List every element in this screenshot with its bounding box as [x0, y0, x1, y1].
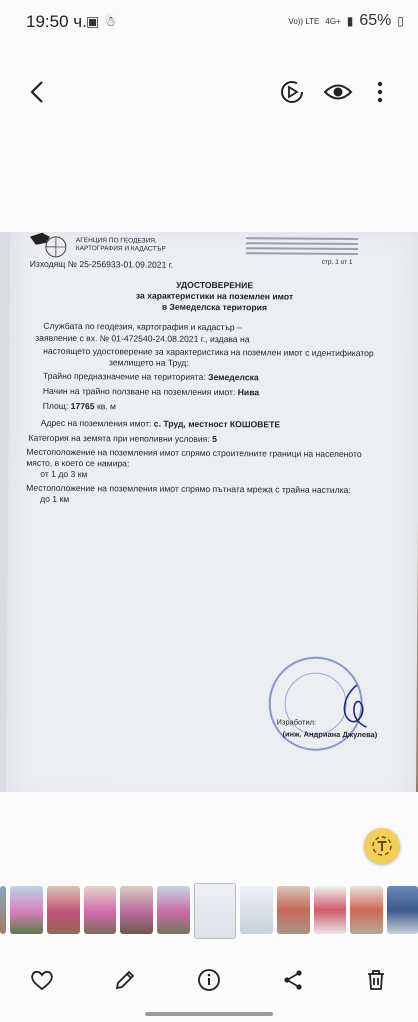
delete-button[interactable]: [358, 962, 394, 998]
use-label: Начин на трайно ползване на поземления имот:: [42, 385, 236, 398]
status-bar: [0, 0, 418, 44]
signal-label: 4G+: [325, 16, 341, 26]
address-label: Адрес на поземления имот:: [40, 417, 152, 429]
category-row: [29, 433, 217, 445]
location-1-value: от 1 до 3 км: [40, 468, 88, 480]
document-title: УДОСТОВЕРЕНИЕ: [176, 279, 254, 291]
use-row: [43, 386, 259, 399]
area-row: [43, 401, 116, 413]
extract-text-button[interactable]: [364, 828, 400, 864]
body-line-4: землището на Труд:: [109, 357, 189, 368]
battery-percent: 65%: [359, 12, 392, 29]
more-vertical-icon: [377, 81, 383, 103]
play-clip-button[interactable]: [274, 74, 310, 110]
gesture-navigation-bar[interactable]: [145, 1012, 273, 1016]
thumbnail[interactable]: [120, 886, 153, 934]
thumbnail[interactable]: [240, 886, 273, 934]
play-clip-icon: [278, 78, 306, 106]
thumbnail-strip[interactable]: [0, 886, 418, 938]
gallery-notification-icon: ▣: [86, 13, 100, 29]
engineer-name: (инж. Андриана Джулева): [282, 729, 378, 740]
chevron-left-icon: [28, 80, 48, 104]
share-button[interactable]: [275, 962, 311, 998]
pencil-icon: [114, 969, 136, 991]
info-icon: [197, 968, 221, 992]
trash-icon: [366, 969, 386, 991]
thumbnail[interactable]: [10, 886, 43, 934]
purpose-row: [43, 371, 259, 384]
thumbnail[interactable]: [387, 886, 418, 934]
area-unit: кв. м: [96, 401, 117, 412]
more-options-button[interactable]: [362, 74, 398, 110]
body-line-2: заявление с вх. № 01-472540-24.08.2021 г., издава на: [35, 332, 250, 345]
eye-icon: [323, 81, 353, 103]
details-button[interactable]: [191, 962, 227, 998]
category-label: Категория на земята при неполивни условия:: [28, 432, 210, 444]
location-1-line-b: място, в което се намира:: [26, 457, 130, 469]
address-value: с. Труд, местност КОШОВЕТЕ: [153, 418, 281, 430]
area-value: 17765: [70, 401, 95, 412]
agency-contacts: [246, 234, 358, 259]
thumbnail[interactable]: [0, 886, 6, 934]
network-label: Vo)) LTE: [288, 16, 320, 26]
thumbnail[interactable]: [47, 886, 80, 934]
location-2-value: до 1 км: [40, 493, 70, 504]
view-button[interactable]: [320, 74, 356, 110]
outgoing-number: Изходящ № 25-256933-01.09.2021 г.: [29, 258, 174, 270]
thumbnail[interactable]: [84, 886, 117, 934]
thumbnail-selected[interactable]: [194, 883, 236, 939]
favorite-button[interactable]: [24, 962, 60, 998]
signal-bars-icon: ▮: [346, 14, 354, 28]
agency-name: АГЕНЦИЯ ПО ГЕОДЕЗИЯ, КАРТОГРАФИЯ И КАДАСТЪР: [75, 237, 166, 253]
system-icons: [288, 12, 404, 30]
thumbnail[interactable]: [314, 886, 347, 934]
location-1-line-a: Местоположение на поземления имот спрямо строителните граници на населеното: [26, 446, 362, 460]
share-icon: [282, 969, 304, 991]
document-photo[interactable]: [0, 232, 418, 792]
agency-emblem-icon: [26, 232, 70, 261]
heart-icon: [30, 969, 54, 991]
purpose-label: Трайно предназначение на територията:: [42, 370, 206, 382]
battery-icon: ▯: [397, 14, 404, 28]
purpose-value: Земеделска: [208, 371, 259, 383]
drive-notification-icon: ☃: [104, 13, 117, 29]
use-value: Нива: [237, 387, 260, 398]
body-line-1: Службата по геодезия, картография и кадастър –: [43, 320, 242, 333]
text-recognition-icon: [371, 835, 393, 857]
thumbnail[interactable]: [157, 886, 190, 934]
clock: 19:50 ч.: [26, 12, 87, 31]
address-row: [41, 418, 281, 431]
category-value: 5: [212, 433, 217, 445]
prepared-by-label: Изработил:: [276, 717, 317, 727]
location-2-line-a: Местоположение на поземления имот спрямо пътната мрежа с трайна настилка:: [26, 482, 351, 495]
page-number: стр. 1 от 1: [321, 258, 353, 266]
edit-button[interactable]: [107, 962, 143, 998]
bottom-action-bar: [0, 956, 418, 1004]
document-subtitle-2: в Земеделска територия: [161, 301, 268, 313]
back-button[interactable]: [20, 74, 56, 110]
area-label: Площ:: [42, 400, 69, 411]
thumbnail[interactable]: [277, 886, 310, 934]
document-subtitle-1: за характеристики на поземлен имот: [135, 290, 294, 302]
body-line-3: настоящето удостоверение за характеристика на поземлен имот с идентификатор: [43, 345, 374, 359]
document-paper: [6, 232, 418, 792]
viewer-app-bar: [0, 64, 418, 120]
thumbnail[interactable]: [350, 886, 383, 934]
signature-icon: [337, 681, 377, 731]
